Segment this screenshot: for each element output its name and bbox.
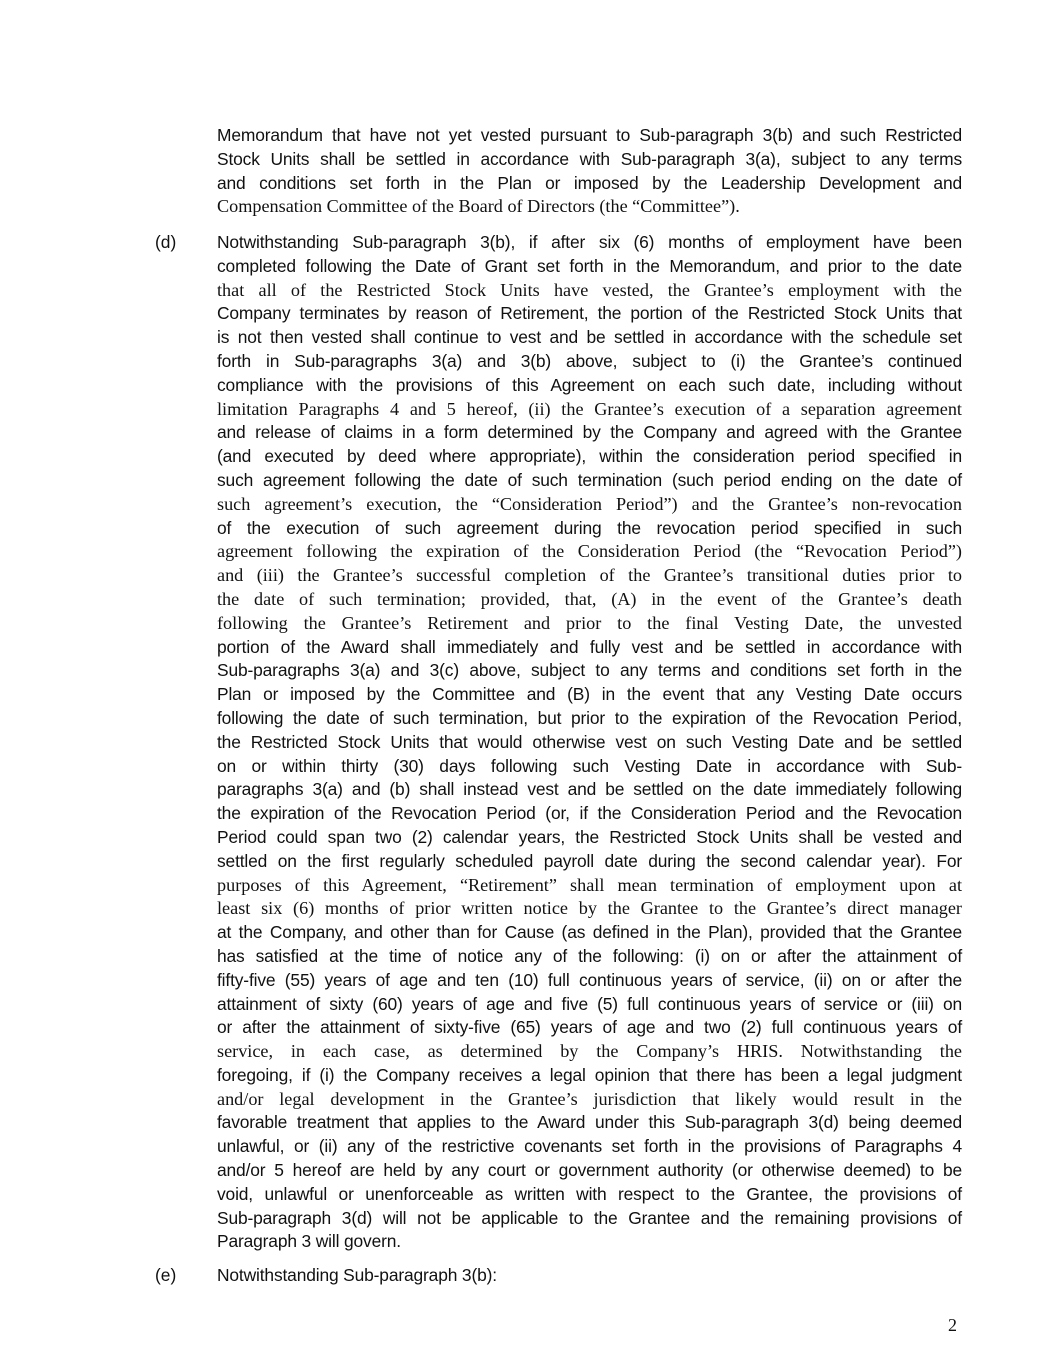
- text-line: portion of the Award shall immediately and fully vest and be settled in accordance with: [217, 636, 962, 657]
- paragraph-e: [217, 1264, 962, 1288]
- text-line: Company terminates by reason of Retirement, the portion of the Restricted Stock Units that: [217, 303, 962, 324]
- text-line: Compensation Committee of the Board of Directors (the “Committee”).: [217, 196, 740, 217]
- text-line: Sub-paragraphs 3(a) and 3(c) above, subject to any terms and conditions set forth in the: [217, 660, 962, 681]
- text-line: Notwithstanding Sub-paragraph 3(b), if after six (6) months of employment have been: [217, 232, 962, 252]
- text-line: attainment of sixty (60) years of age and five (5) full continuous years of service or (iii) on: [217, 993, 962, 1014]
- text-line: settled on the first regularly scheduled payroll date during the second calendar year). For: [217, 850, 962, 871]
- text-line: service, in each case, as determined by the Company’s HRIS. Notwithstanding the: [217, 1041, 962, 1062]
- text-line: unlawful, or (ii) any of the restrictive covenants set forth in the provisions of Paragraphs 4: [217, 1136, 962, 1157]
- text-line: purposes of this Agreement, “Retirement” shall mean termination of employment upon at: [217, 874, 962, 895]
- text-line: (and executed by deed where appropriate), within the consideration period specified in: [217, 446, 962, 467]
- text-line: void, unlawful or unenforceable as written with respect to the Grantee, the provisions of: [217, 1183, 962, 1204]
- text-line: of the execution of such agreement during the revocation period specified in such: [217, 517, 962, 538]
- text-line: foregoing, if (i) the Company receives a legal opinion that there has been a legal judgment: [217, 1064, 962, 1085]
- text-line: forth in Sub-paragraphs 3(a) and 3(b) above, subject to (i) the Grantee’s continued: [217, 350, 962, 371]
- paragraph-e-marker: (e): [155, 1265, 177, 1285]
- text-line: least six (6) months of prior written notice by the Grantee to the Grantee’s direct manager: [217, 898, 962, 919]
- text-line: favorable treatment that applies to the Award under this Sub-paragraph 3(d) being deemed: [217, 1112, 962, 1133]
- text-line: the date of such termination; provided, that, (A) in the event of the Grantee’s death: [217, 588, 962, 609]
- text-line: Memorandum that have not yet vested pursuant to Sub-paragraph 3(b) and such Restricted: [217, 125, 962, 145]
- text-line: and/or legal development in the Grantee’s jurisdiction that likely would result in the: [217, 1088, 962, 1109]
- text-line: fifty-five (55) years of age and ten (10) full continuous years of service, (ii) on or after the: [217, 969, 962, 990]
- text-line: or after the attainment of sixty-five (65) years of age and two (2) full continuous years of: [217, 1017, 962, 1038]
- text-line: is not then vested shall continue to vest and be settled in accordance with the schedule set: [217, 327, 962, 348]
- text-line: Plan or imposed by the Committee and (B) in the event that any Vesting Date occurs: [217, 684, 962, 705]
- text-line: on or within thirty (30) days following such Vesting Date in accordance with Sub-: [217, 755, 962, 776]
- text-line: and (iii) the Grantee’s successful completion of the Grantee’s transitional duties prior to: [217, 565, 962, 586]
- text-line: that all of the Restricted Stock Units have vested, the Grantee’s employment with the: [217, 279, 962, 300]
- text-line: such agreement’s execution, the “Consideration Period”) and the Grantee’s non-revocation: [217, 493, 962, 514]
- text-line: completed following the Date of Grant set forth in the Memorandum, and prior to the date: [217, 255, 962, 276]
- text-line: Stock Units shall be settled in accordance with Sub-paragraph 3(a), subject to any terms: [217, 148, 962, 169]
- text-line: such agreement following the date of such termination (such period ending on the date of: [217, 469, 962, 490]
- text-line: the expiration of the Revocation Period (or, if the Consideration Period and the Revocation: [217, 803, 962, 824]
- page-number: 2: [948, 1315, 957, 1335]
- text-line: Notwithstanding Sub-paragraph 3(b):: [217, 1265, 497, 1285]
- text-line: Sub-paragraph 3(d) will not be applicable to the Grantee and the remaining provisions of: [217, 1207, 962, 1228]
- paragraph-d-marker: (d): [155, 232, 177, 252]
- text-line: following the Grantee’s Retirement and prior to the final Vesting Date, the unvested: [217, 612, 962, 633]
- text-line: the Restricted Stock Units that would otherwise vest on such Vesting Date and be settled: [217, 731, 962, 752]
- text-line: and/or 5 hereof are held by any court or government authority (or otherwise deemed) to be: [217, 1160, 962, 1181]
- text-line: Paragraph 3 will govern.: [217, 1231, 401, 1252]
- text-line: has satisfied at the time of notice any of the following: (i) on or after the attainment of: [217, 945, 962, 966]
- text-line: and conditions set forth in the Plan or imposed by the Leadership Development and: [217, 172, 962, 193]
- text-line: following the date of such termination, but prior to the expiration of the Revocation Period,: [217, 707, 962, 728]
- text-line: compliance with the provisions of this Agreement on each such date, including without: [217, 374, 962, 395]
- paragraph-d: [217, 231, 962, 1254]
- text-line: Period could span two (2) calendar years, the Restricted Stock Units shall be vested and: [217, 826, 962, 847]
- text-line: agreement following the expiration of the Consideration Period (the “Revocation Period”): [217, 541, 962, 562]
- continuation-paragraph: [217, 124, 962, 219]
- text-line: at the Company, and other than for Cause (as defined in the Plan), provided that the Grantee: [217, 922, 962, 943]
- text-line: limitation Paragraphs 4 and 5 hereof, (ii) the Grantee’s execution of a separation agreement: [217, 398, 962, 419]
- text-line: paragraphs 3(a) and (b) shall instead vest and be settled on the date immediately following: [217, 779, 962, 800]
- text-line: and release of claims in a form determined by the Company and agreed with the Grantee: [217, 422, 962, 443]
